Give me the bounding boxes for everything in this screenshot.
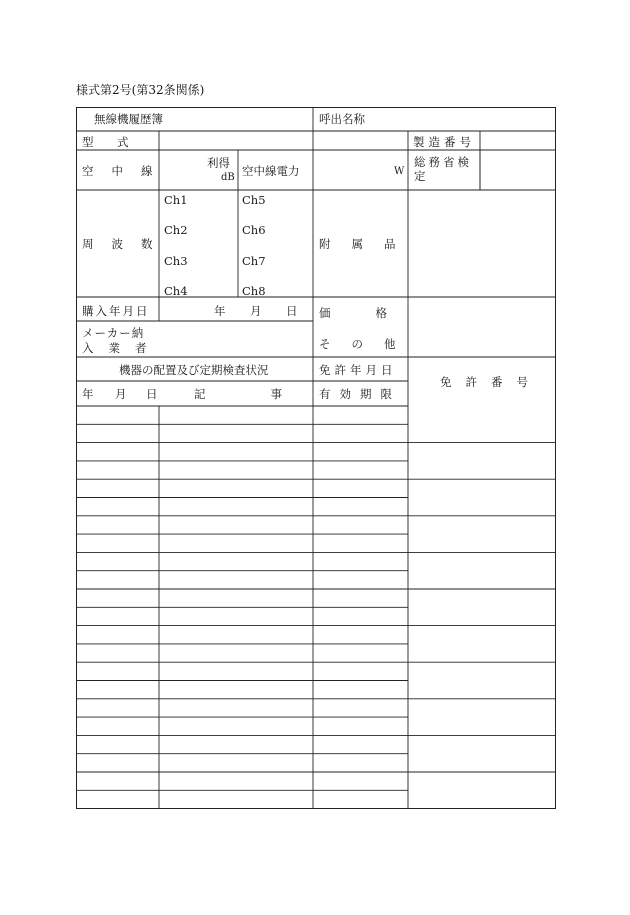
ledger-title: 無線機履歴簿 — [94, 112, 163, 126]
record-date-cell[interactable] — [77, 407, 158, 423]
date-col-day: 日 — [146, 387, 158, 401]
record-validity-cell[interactable] — [314, 627, 407, 643]
record-notes-cell[interactable] — [160, 608, 312, 624]
record-notes-cell[interactable] — [160, 700, 312, 716]
price-other-field[interactable] — [409, 298, 554, 356]
record-notes-cell[interactable] — [160, 773, 312, 789]
record-notes-cell[interactable] — [160, 736, 312, 752]
record-validity-cell[interactable] — [314, 718, 407, 734]
model-label: 型 式 — [82, 135, 135, 149]
record-date-cell[interactable] — [77, 718, 158, 734]
record-validity-cell[interactable] — [314, 425, 407, 441]
license-number-cell[interactable] — [409, 627, 554, 662]
record-date-cell[interactable] — [77, 462, 158, 478]
record-notes-cell[interactable] — [160, 682, 312, 698]
record-validity-cell[interactable] — [314, 773, 407, 789]
accessories-label: 附属品 — [319, 237, 417, 251]
record-notes-cell[interactable] — [160, 407, 312, 423]
accessories-field[interactable] — [409, 191, 554, 296]
record-validity-cell[interactable] — [314, 736, 407, 752]
record-notes-cell[interactable] — [160, 535, 312, 551]
record-validity-cell[interactable] — [314, 663, 407, 679]
record-validity-cell[interactable] — [314, 682, 407, 698]
form-heading: 様式第2号(第32条関係) — [76, 83, 205, 97]
record-date-cell[interactable] — [77, 736, 158, 752]
license-number-cell[interactable] — [409, 736, 554, 771]
record-date-cell[interactable] — [77, 517, 158, 533]
notes-col-label: 記 事 — [194, 387, 296, 401]
price-label: 価格 — [319, 306, 432, 320]
record-validity-cell[interactable] — [314, 608, 407, 624]
record-notes-cell[interactable] — [160, 590, 312, 606]
license-number-cell[interactable] — [409, 700, 554, 735]
record-validity-cell[interactable] — [314, 700, 407, 716]
maker-field[interactable] — [160, 322, 313, 356]
license-number-cell[interactable] — [409, 517, 554, 552]
record-date-cell[interactable] — [77, 608, 158, 624]
maker-label-line2: 入業者 — [82, 341, 162, 355]
record-validity-cell[interactable] — [314, 499, 407, 515]
history-ledger-table — [76, 107, 556, 809]
channel-5[interactable]: Ch5 — [242, 193, 266, 207]
record-date-cell[interactable] — [77, 590, 158, 606]
validity-col-label: 有効期限 — [319, 387, 401, 401]
mic-inspection-label: 総務省検定 — [414, 155, 472, 183]
record-notes-cell[interactable] — [160, 517, 312, 533]
channel-4[interactable]: Ch4 — [164, 284, 188, 298]
license-number-cell[interactable] — [409, 444, 554, 479]
record-validity-cell[interactable] — [314, 517, 407, 533]
power-unit: W — [394, 166, 405, 177]
channel-6[interactable]: Ch6 — [242, 223, 266, 237]
channel-1[interactable]: Ch1 — [164, 193, 188, 207]
license-number-label: 免許番号 — [440, 375, 542, 389]
record-notes-cell[interactable] — [160, 444, 312, 460]
frequency-label: 周波数 — [82, 237, 171, 251]
gain-label: 利得 — [207, 156, 230, 170]
mic-inspection-field[interactable] — [480, 151, 554, 189]
purchase-month-unit: 月 — [250, 304, 262, 318]
gain-unit: dB — [221, 172, 235, 183]
record-date-cell[interactable] — [77, 572, 158, 588]
record-notes-cell[interactable] — [160, 718, 312, 734]
serial-number-field[interactable] — [480, 132, 554, 150]
other-label: その他 — [319, 337, 417, 351]
record-notes-cell[interactable] — [160, 462, 312, 478]
record-date-cell[interactable] — [77, 682, 158, 698]
record-validity-cell[interactable] — [314, 645, 407, 661]
record-notes-cell[interactable] — [160, 572, 312, 588]
license-number-cell[interactable] — [409, 590, 554, 625]
record-validity-cell[interactable] — [314, 444, 407, 460]
maker-label-line1: メーカー納 — [82, 326, 145, 340]
channel-2[interactable]: Ch2 — [164, 223, 188, 237]
record-date-cell[interactable] — [77, 773, 158, 789]
serial-number-label: 製造番号 — [413, 135, 475, 149]
model-field[interactable] — [160, 132, 406, 150]
record-notes-cell[interactable] — [160, 499, 312, 515]
call-sign-label: 呼出名称 — [319, 112, 365, 126]
record-notes-cell[interactable] — [160, 791, 312, 807]
antenna-label: 空中線 — [82, 164, 171, 178]
record-validity-cell[interactable] — [314, 572, 407, 588]
license-number-cell[interactable] — [409, 480, 554, 515]
record-date-cell[interactable] — [77, 535, 158, 551]
record-validity-cell[interactable] — [314, 755, 407, 771]
record-notes-cell[interactable] — [160, 627, 312, 643]
record-date-cell[interactable] — [77, 755, 158, 771]
record-validity-cell[interactable] — [314, 535, 407, 551]
gain-field[interactable] — [160, 151, 236, 189]
license-date-label: 免許年月日 — [319, 363, 397, 377]
record-validity-cell[interactable] — [314, 590, 407, 606]
placement-inspection-label: 機器の配置及び定期検査状況 — [119, 363, 269, 377]
record-notes-cell[interactable] — [160, 645, 312, 661]
record-validity-cell[interactable] — [314, 462, 407, 478]
record-date-cell[interactable] — [77, 425, 158, 441]
record-date-cell[interactable] — [77, 627, 158, 643]
license-number-cell[interactable] — [409, 773, 554, 808]
date-col-month: 月 — [115, 387, 127, 401]
record-date-cell[interactable] — [77, 499, 158, 515]
record-date-cell[interactable] — [77, 480, 158, 496]
date-col-year: 年 — [82, 387, 94, 401]
channel-8[interactable]: Ch8 — [242, 284, 266, 298]
antenna-power-label: 空中線電力 — [242, 164, 300, 178]
record-date-cell[interactable] — [77, 444, 158, 460]
record-date-cell[interactable] — [77, 645, 158, 661]
record-date-cell[interactable] — [77, 700, 158, 716]
record-notes-cell[interactable] — [160, 553, 312, 569]
license-number-cell[interactable] — [409, 407, 554, 442]
record-notes-cell[interactable] — [160, 425, 312, 441]
purchase-date-field[interactable] — [160, 298, 313, 320]
record-validity-cell[interactable] — [314, 791, 407, 807]
record-validity-cell[interactable] — [314, 553, 407, 569]
record-date-cell[interactable] — [77, 791, 158, 807]
record-notes-cell[interactable] — [160, 755, 312, 771]
record-validity-cell[interactable] — [314, 407, 407, 423]
antenna-power-field[interactable] — [315, 151, 406, 189]
record-notes-cell[interactable] — [160, 663, 312, 679]
record-notes-cell[interactable] — [160, 480, 312, 496]
purchase-day-unit: 日 — [286, 304, 298, 318]
license-number-cell[interactable] — [409, 553, 554, 588]
license-number-cell[interactable] — [409, 663, 554, 698]
record-date-cell[interactable] — [77, 553, 158, 569]
channel-7[interactable]: Ch7 — [242, 254, 266, 268]
record-validity-cell[interactable] — [314, 480, 407, 496]
record-date-cell[interactable] — [77, 663, 158, 679]
purchase-date-label: 購入年月日 — [82, 304, 150, 318]
purchase-year-unit: 年 — [214, 304, 226, 318]
channel-3[interactable]: Ch3 — [164, 254, 188, 268]
call-sign-field[interactable] — [368, 108, 554, 130]
